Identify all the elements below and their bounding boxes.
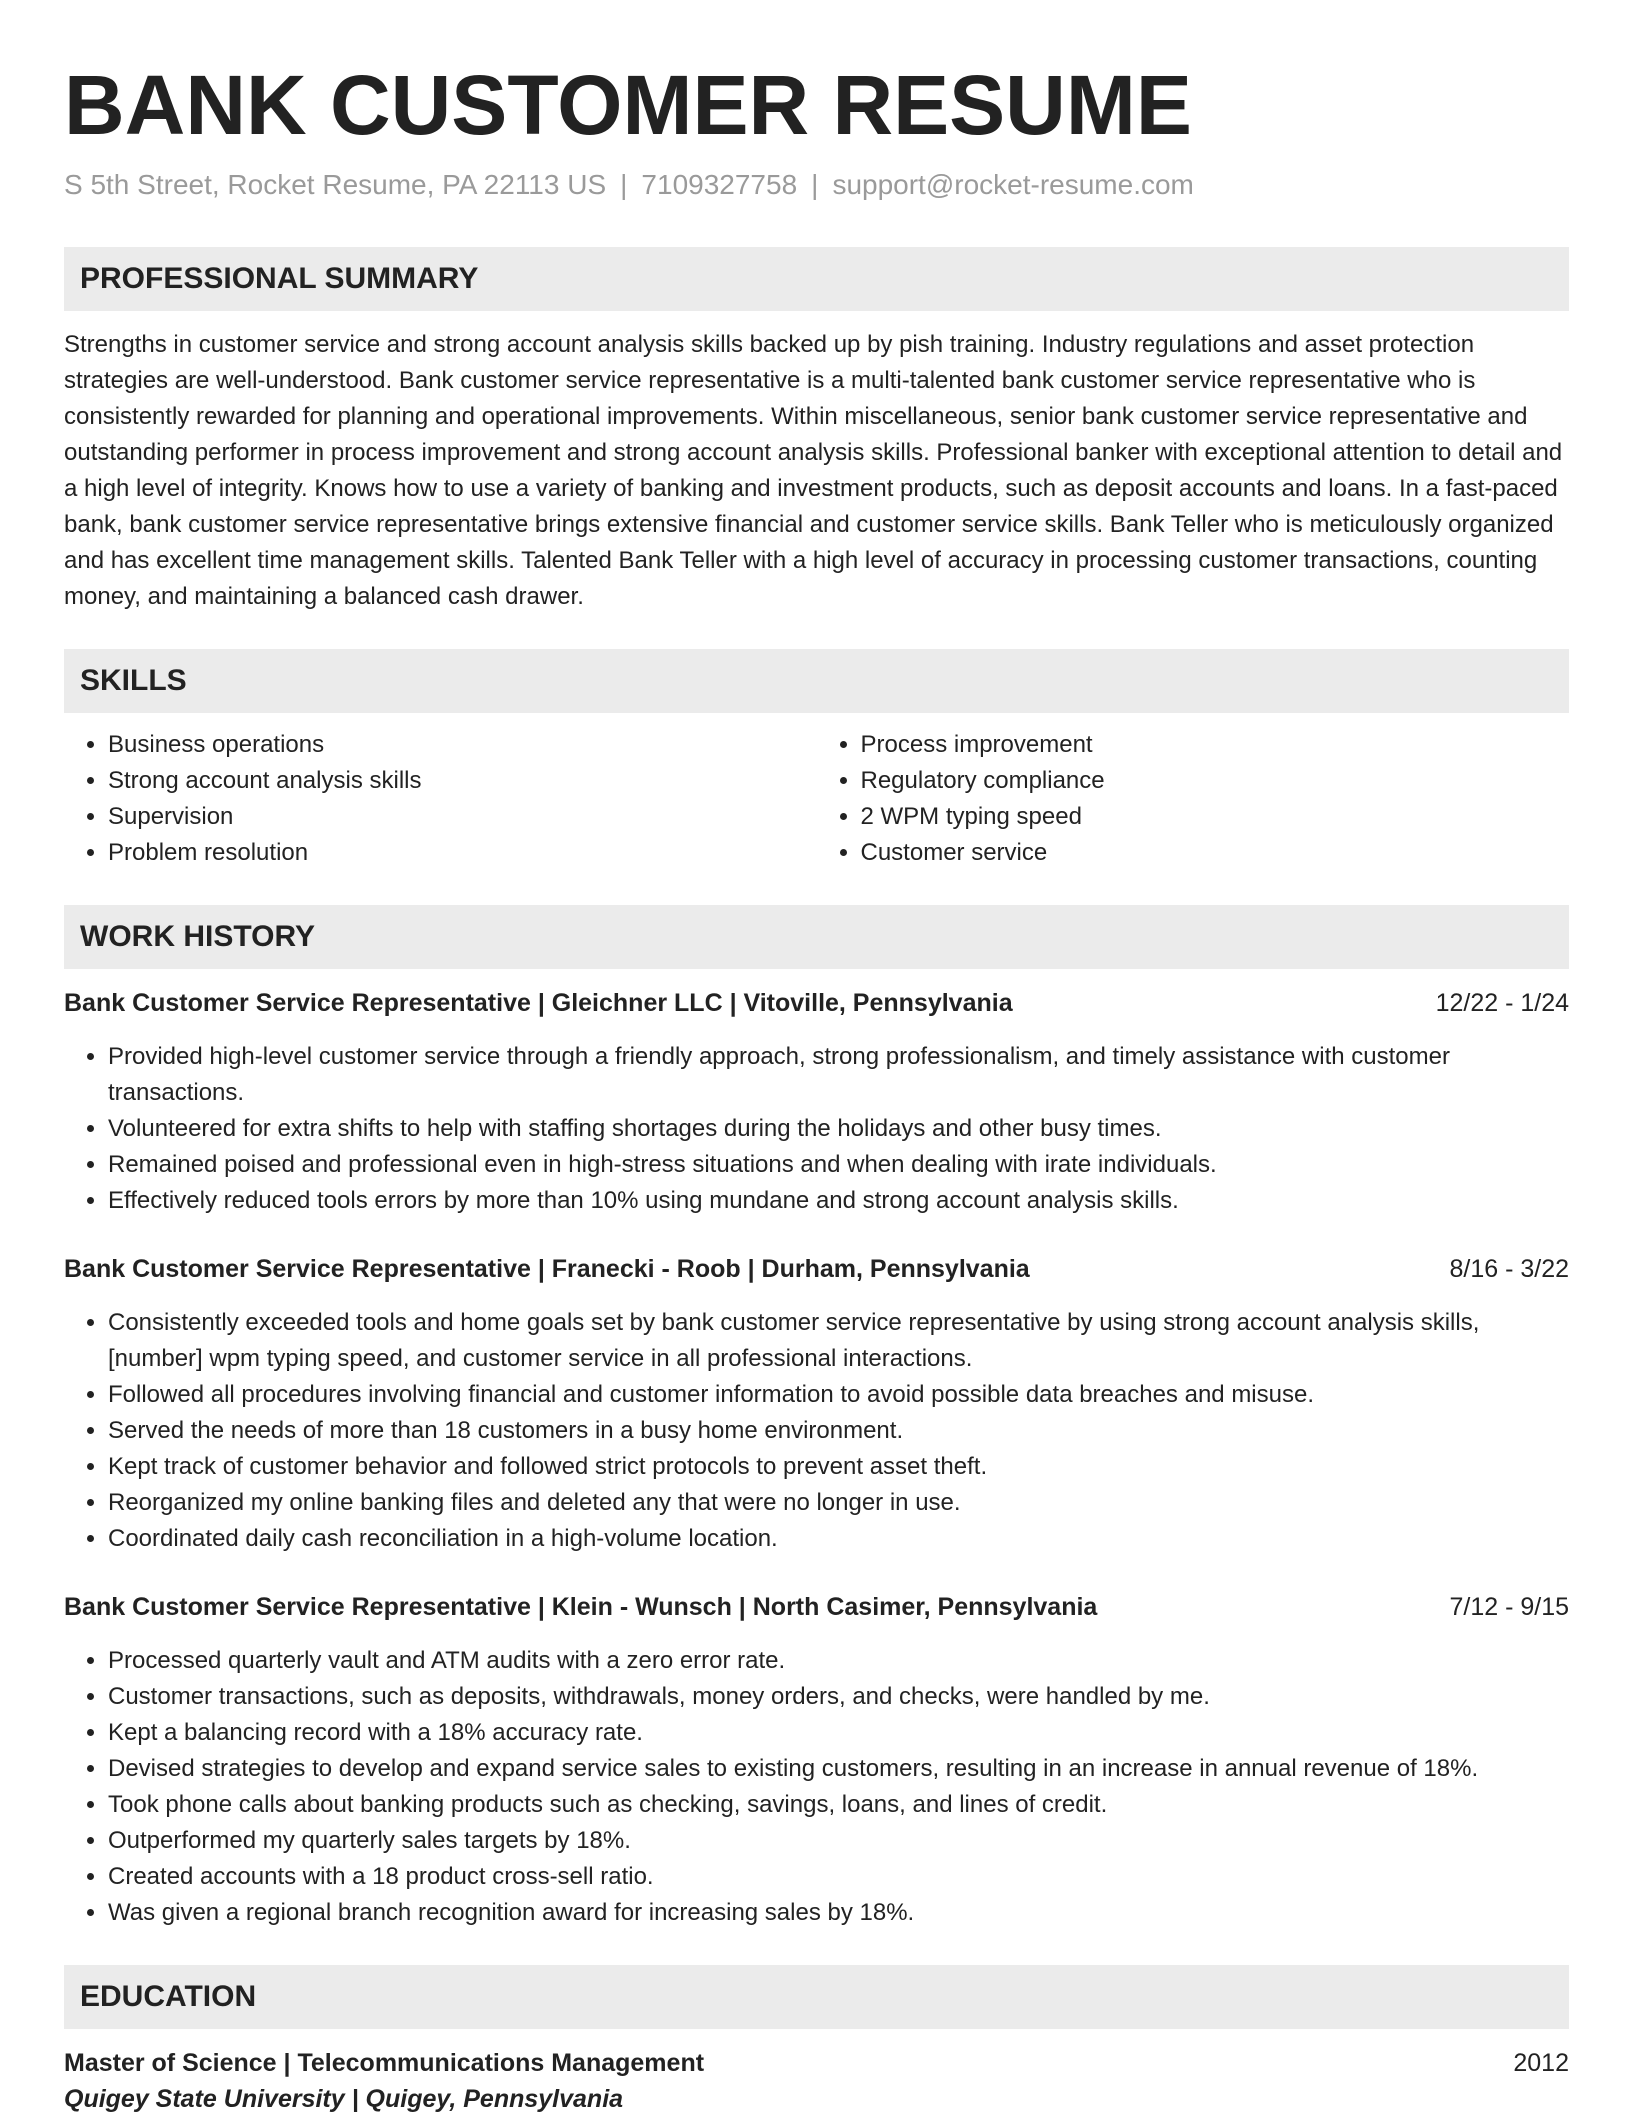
- job-bullet: • Was given a regional branch recognition award for increasing sales by 18%.: [108, 1895, 1569, 1931]
- job-title: Bank Customer Service Representative | Klein - Wunsch | North Casimer, Pennsylvania: [64, 1593, 1098, 1621]
- job-bullet: • Devised strategies to develop and expand service sales to existing customers, resulting in an increase in annual revenue of 18%.: [108, 1751, 1569, 1787]
- contact-separator: |: [620, 169, 628, 200]
- job-bullet: • Remained poised and professional even in high-stress situations and when dealing with irate individuals.: [108, 1147, 1569, 1183]
- skills-column-left: [64, 727, 817, 871]
- job-bullet: • Processed quarterly vault and ATM audits with a zero error rate.: [108, 1643, 1569, 1679]
- job-bullet: • Coordinated daily cash reconciliation in a high-volume location.: [108, 1521, 1569, 1557]
- job-bullet: • Outperformed my quarterly sales targets by 18%.: [108, 1823, 1569, 1859]
- education-entry: [64, 2045, 1569, 2081]
- education-degree: Master of Science | Telecommunications Management: [64, 2049, 705, 2077]
- summary-heading: PROFESSIONAL SUMMARY: [64, 247, 1569, 311]
- job-bullets: [64, 1039, 1569, 1219]
- education-year: 2012: [1513, 2049, 1569, 2077]
- job-bullet: • Kept track of customer behavior and followed strict protocols to prevent asset theft.: [108, 1449, 1569, 1485]
- job-dates: 12/22 - 1/24: [1435, 989, 1569, 1017]
- skills-list: [64, 727, 1569, 871]
- skill-item: • Regulatory compliance: [861, 763, 1570, 799]
- skill-item: • Strong account analysis skills: [108, 763, 817, 799]
- skills-column-right: [817, 727, 1570, 871]
- job-bullet: • Created accounts with a 18 product cross-sell ratio.: [108, 1859, 1569, 1895]
- job-entry: [64, 1589, 1569, 1931]
- job-bullet: • Kept a balancing record with a 18% accuracy rate.: [108, 1715, 1569, 1751]
- job-entry: [64, 985, 1569, 1219]
- skill-item: • Customer service: [861, 835, 1570, 871]
- job-bullet: • Reorganized my online banking files and deleted any that were no longer in use.: [108, 1485, 1569, 1521]
- job-dates: 7/12 - 9/15: [1449, 1593, 1569, 1621]
- job-bullet: • Took phone calls about banking products such as checking, savings, loans, and lines of credit.: [108, 1787, 1569, 1823]
- contact-line: [64, 165, 1569, 205]
- skill-item: • 2 WPM typing speed: [861, 799, 1570, 835]
- education-school: Quigey State University | Quigey, Pennsylvania: [64, 2085, 624, 2113]
- job-dates: 8/16 - 3/22: [1449, 1255, 1569, 1283]
- contact-phone: 7109327758: [641, 169, 798, 200]
- skills-heading: SKILLS: [64, 649, 1569, 713]
- job-bullet: • Consistently exceeded tools and home goals set by bank customer service representative by using strong account analysis skills, [number] wpm typing speed, and customer service in all professional interactions.: [108, 1305, 1569, 1377]
- skill-item: • Process improvement: [861, 727, 1570, 763]
- job-header: [64, 1251, 1569, 1287]
- resume-title: BANK CUSTOMER RESUME: [64, 58, 1192, 152]
- contact-separator: |: [811, 169, 819, 200]
- job-bullets: [64, 1643, 1569, 1931]
- skill-item: • Problem resolution: [108, 835, 817, 871]
- contact-address: S 5th Street, Rocket Resume, PA 22113 US: [64, 169, 607, 200]
- job-bullet: • Served the needs of more than 18 customers in a busy home environment.: [108, 1413, 1569, 1449]
- contact-email: support@rocket-resume.com: [832, 169, 1194, 200]
- skill-item: • Business operations: [108, 727, 817, 763]
- job-bullet: • Provided high-level customer service through a friendly approach, strong professionalism, and timely assistance with customer transactions.: [108, 1039, 1569, 1111]
- job-title: Bank Customer Service Representative | Franecki - Roob | Durham, Pennsylvania: [64, 1255, 1030, 1283]
- education-heading: EDUCATION: [64, 1965, 1569, 2029]
- job-bullets: [64, 1305, 1569, 1557]
- job-header: [64, 1589, 1569, 1625]
- job-bullet: • Followed all procedures involving financial and customer information to avoid possible data breaches and misuse.: [108, 1377, 1569, 1413]
- work-heading: WORK HISTORY: [64, 905, 1569, 969]
- job-entry: [64, 1251, 1569, 1557]
- summary-text: Strengths in customer service and strong account analysis skills backed up by pish training. Industry regulations and asset protection strategies are well-understood. Bank customer service representative is a multi-talented bank customer service representative who is consistently rewarded for planning and operational improvements. Within miscellaneous, senior bank customer service representative and outstanding performer in process improvement and strong account analysis skills. Professional banker with exceptional attention to detail and a high level of integrity. Knows how to use a variety of banking and investment products, such as deposit accounts and loans. In a fast-paced bank, bank customer service representative brings extensive financial and customer service skills. Bank Teller who is meticulously organized and has excellent time management skills. Talented Bank Teller with a high level of accuracy in processing customer transactions, counting money, and maintaining a balanced cash drawer.: [64, 331, 1563, 610]
- job-header: [64, 985, 1569, 1021]
- skill-item: • Supervision: [108, 799, 817, 835]
- job-bullet: • Customer transactions, such as deposits, withdrawals, money orders, and checks, were handled by me.: [108, 1679, 1569, 1715]
- job-bullet: • Effectively reduced tools errors by more than 10% using mundane and strong account analysis skills.: [108, 1183, 1569, 1219]
- job-title: Bank Customer Service Representative | Gleichner LLC | Vitoville, Pennsylvania: [64, 989, 1013, 1017]
- job-bullet: • Volunteered for extra shifts to help with staffing shortages during the holidays and other busy times.: [108, 1111, 1569, 1147]
